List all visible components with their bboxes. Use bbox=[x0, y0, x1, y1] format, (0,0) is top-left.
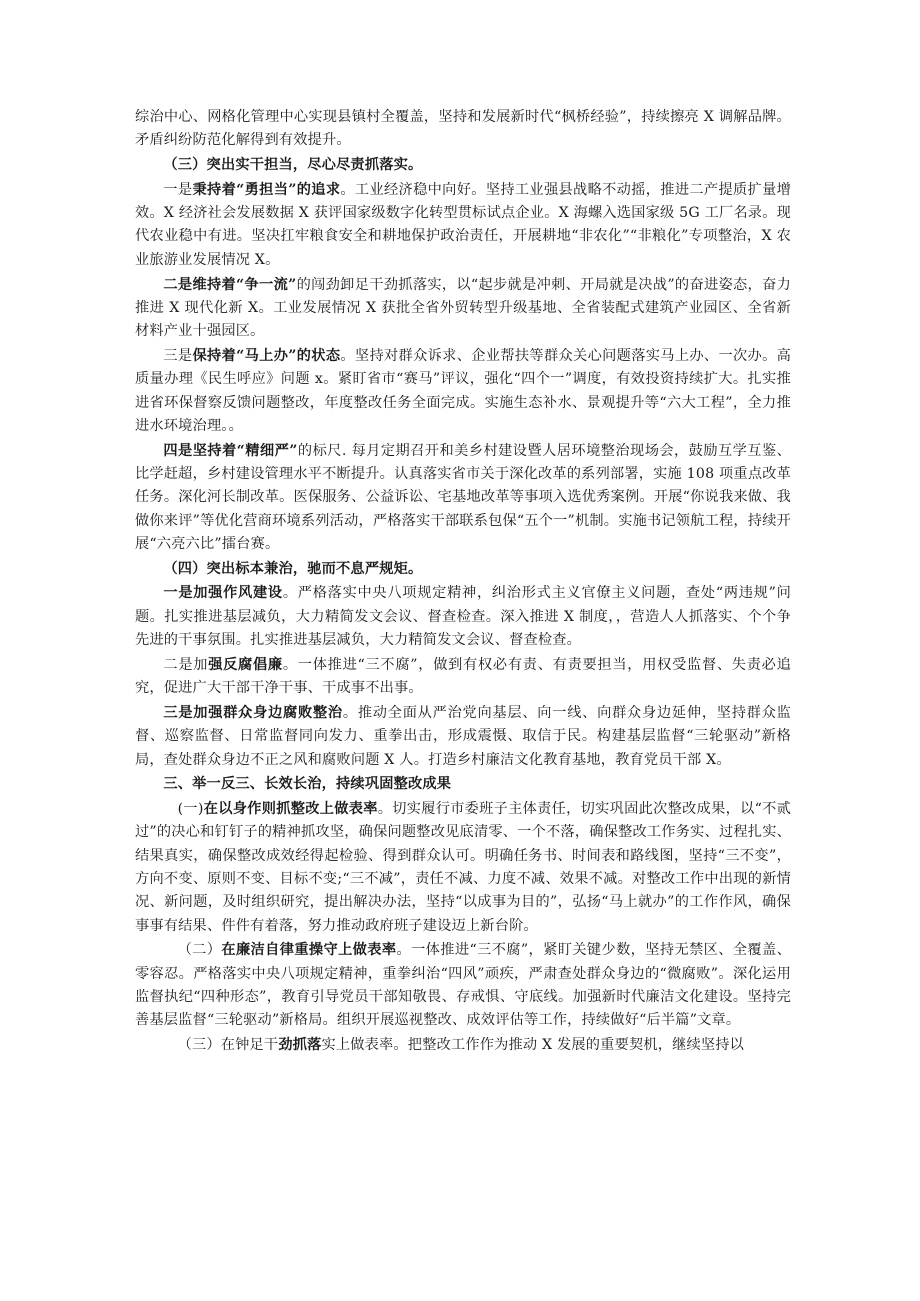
text-run: 一是 bbox=[163, 181, 193, 198]
text-run: 的标尺. 每月定期召开和美乡村建设暨人居环境整治现场会，鼓励互学互鉴、比学赶超，乡村建设管理水平不断提升。认真落实省市关于深化改革的系列部署，实施 108 项重点改革任务。深化河长制改革。医保服务、公益诉讼、宅基地改革等事项入选优秀案例。开展“你说我来做、我做你来评”等优化营商环境系列活动，严格落实干部联系包保“五个一”机制。实施书记领航工程，持续开展“六亮六比”擂台赛。 bbox=[135, 442, 791, 552]
text-run: 二是加 bbox=[163, 656, 209, 673]
text-run: 。一体推进“三不腐”，做到有权必有责、有责要担当，用权受监督、失责必追究，促进广大干部干净干事、干成事不出事。 bbox=[135, 656, 791, 697]
bold-text-run: 劲抓落 bbox=[278, 1037, 322, 1054]
body-paragraph bbox=[135, 345, 791, 438]
bold-text-run: 四是坚持着“精细严” bbox=[163, 442, 298, 459]
text-run: （二） bbox=[177, 942, 222, 959]
section-heading bbox=[135, 773, 791, 796]
bold-text-run: （四）突出标本兼治，驰而不息严规矩。 bbox=[163, 560, 423, 577]
text-run: 综治中心、网格化管理中心实现县镇村全覆盖，坚持和发展新时代“枫桥经验”，持续擦亮 X 调解品牌。矛盾纠纷防范化解得到有效提升。 bbox=[135, 109, 791, 149]
body-paragraph bbox=[135, 274, 791, 344]
bold-text-run: 二是维持着“争一流” bbox=[163, 276, 297, 293]
bold-text-run: 三是加强群众身边腐败整治 bbox=[163, 704, 343, 721]
text-run: 。严格落实中央八项规定精神，纠治形式主义官僚主义问题，查处“两违规”问题。扎实推进基层减负，大力精简发文会议、督查检查。深入推进 X 制度，，营造人人抓落实、个个争先进的干事氛围。扎实推进基层减负，大力精简发文会议、督查检查。 bbox=[135, 585, 791, 649]
text-run: 实上做表率。把整改工作作为推动 X 发展的重要契机，继续坚持以 bbox=[321, 1037, 745, 1054]
bold-text-run: 在廉洁自律重操守上做表率 bbox=[221, 942, 397, 959]
text-run: 。推动全面从严治党向基层、向一线、向群众身边延伸，坚持群众监督、巡察监督、日常监督同向发力、重拳出击，形成震慑、取信于民。构建基层监督“三轮驱动”新格局，查处群众身边不正之风和腐败问题 X 人。打造乡村廉洁文化教育基地，教育党员干部 X。 bbox=[135, 704, 791, 768]
body-paragraph bbox=[135, 939, 791, 1032]
bold-text-run: 在以身作则抓整改上做表率 bbox=[203, 801, 378, 818]
bold-text-run: 一是加强作风建设 bbox=[163, 585, 283, 602]
text-run: 。工业经济稳中向好。坚持工业强县战略不动摇，推进二产提质扩量增效。X 经济社会发展数据 X 获评国家级数字化转型贯标试点企业。X 海螺入选国家级 5G 工厂名录。现代农业稳中有进。坚决扛牢粮食安全和耕地保护政治责任，开展耕地“非农化”“非粮化”专项整治，X 农业旅游业发展情况 X。 bbox=[135, 181, 792, 268]
body-paragraph bbox=[135, 179, 791, 272]
bold-text-run: 秉持着“勇担当”的追求 bbox=[192, 181, 341, 198]
body-paragraph bbox=[135, 702, 791, 772]
text-run: (一) bbox=[177, 801, 204, 818]
bold-text-run: 强反腐倡廉 bbox=[208, 656, 283, 673]
document-body bbox=[135, 106, 791, 1057]
body-paragraph bbox=[135, 440, 791, 556]
body-paragraph bbox=[135, 654, 791, 701]
body-paragraph bbox=[135, 1034, 791, 1057]
section-heading bbox=[135, 154, 791, 177]
text-run: （三）在钟足干 bbox=[177, 1037, 279, 1054]
text-run: 。切实履行市委班子主体责任，切实巩固此次整改成果，以“不贰过”的决心和钉钉子的精神抓攻坚，确保问题整改见底清零、一个不落，确保整改工作务实、过程扎实、结果真实，确保整改成效经得起检验、得到群众认可。明确任务书、时间表和路线图，坚持“三不变”，方向不变、原则不变、目标不变;“三不减”，责任不减、力度不减、效果不减。对整改工作中出现的新情况、新问题，及时组织研究，提出解决办法，坚持“以成事为目的”，弘扬“马上就办”的工作作风，确保事事有结果、件件有着落，努力推动政府班子建设迈上新台阶。 bbox=[135, 801, 792, 934]
body-paragraph bbox=[135, 582, 791, 652]
bold-text-run: （三）突出实干担当，尽心尽责抓落实。 bbox=[163, 157, 423, 174]
text-run: 。坚持对群众诉求、企业帮扶等群众关心问题落实马上办、一次办。高质量办理《民生呼应》问题 x。紧盯省市“赛马”评议，强化“四个一”调度，有效投资持续扩大。扎实推进省环保督察反馈问题整改，年度整改任务全面完成。实施生态补水、景观提升等“六大工程”，全力推进水环境治理。。 bbox=[135, 347, 792, 434]
text-run: 三是 bbox=[163, 347, 193, 364]
text-run: 的闯劲卸足干劲抓落实，以“起步就是冲刺、开局就是决战”的奋进姿态，奋力推进 X 现代化新 X。工业发展情况 X 获批全省外贸转型升级基地、全省装配式建筑产业园区、全省新材料产业十强园区。 bbox=[135, 276, 791, 340]
bold-text-run: 保持着“马上办”的状态 bbox=[192, 347, 341, 364]
text-run: 。一体推进“三不腐”，紧盯关键少数，坚持无禁区、全覆盖、零容忍。严格落实中央八项规定精神，重拳纠治“四风”顽疾，严肃查处群众身边的“微腐败”。深化运用监督执纪“四种形态”，教育引导党员干部知敬畏、存戒惧、守底线。加强新时代廉洁文化建设。坚持完善基层监督“三轮驱动”新格局。组织开展巡视整改、成效评估等工作，持续做好“后半篇”文章。 bbox=[135, 942, 791, 1029]
body-paragraph bbox=[135, 106, 791, 153]
body-paragraph bbox=[135, 798, 791, 938]
bold-text-run: 三、举一反三、长效长治，持续巩固整改成果 bbox=[163, 776, 452, 793]
section-heading bbox=[135, 558, 791, 581]
